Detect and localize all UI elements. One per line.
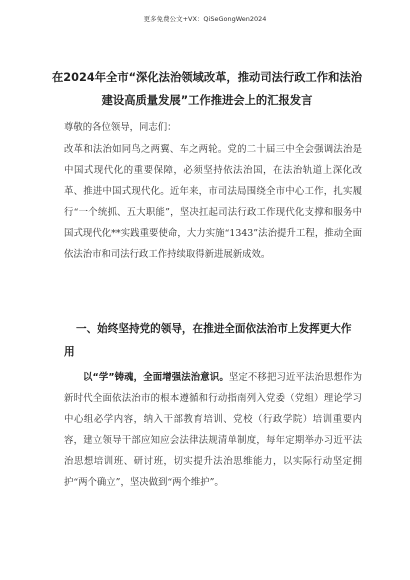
salutation: 尊敬的各位领导，同志们：	[64, 122, 177, 133]
paragraph-1: 改革和法治如同鸟之两翼、车之两轮。党的二十届三中全会强调法治是中国式现代化的重要保障，必须坚持依法治国，在法治轨道上深化改革、推进中国式现代化。近年来，市司法局围绕全市中心工作，扎实履行“一个统抓、五大职能”，坚决扛起司法行政工作现代化支撑和服务中国式现代化**实践重要使命，大力实施“1343”法治提升工程，推动全面依法治市和司法行政工作持续取得新进展新成效。	[64, 144, 362, 261]
paragraph-2-lead: 以“学”铸魂，全面增强法治意识。	[83, 372, 229, 383]
page-header: 更多免费公文+VX：QiSeGongWen2024	[143, 15, 267, 23]
section-heading-1: 一、始终坚持党的领导，在推进全面依法治市上发挥更大作用	[64, 323, 352, 358]
document-title: 在2024年全市“深化法治领域改革，推动司法行政工作和法治建设高质量发展”工作推进会上的汇报发言	[52, 71, 362, 107]
paragraph-2-body: 坚定不移把习近平法治思想作为新时代全面依法治市的根本遵循和行动指南列入党委（党组）理论学习中心组必学内容，纳入干部教育培训、党校（行政学院）培训重要内容，建立领导干部应知应会法律法规清单制度，每年定期举办习近平法治思想培训班、研讨班，切实提升法治思维能力，以实际行动坚定拥护“两个确立”，坚决做到“两个维护”。	[64, 372, 362, 489]
paragraph-2	[64, 367, 362, 494]
